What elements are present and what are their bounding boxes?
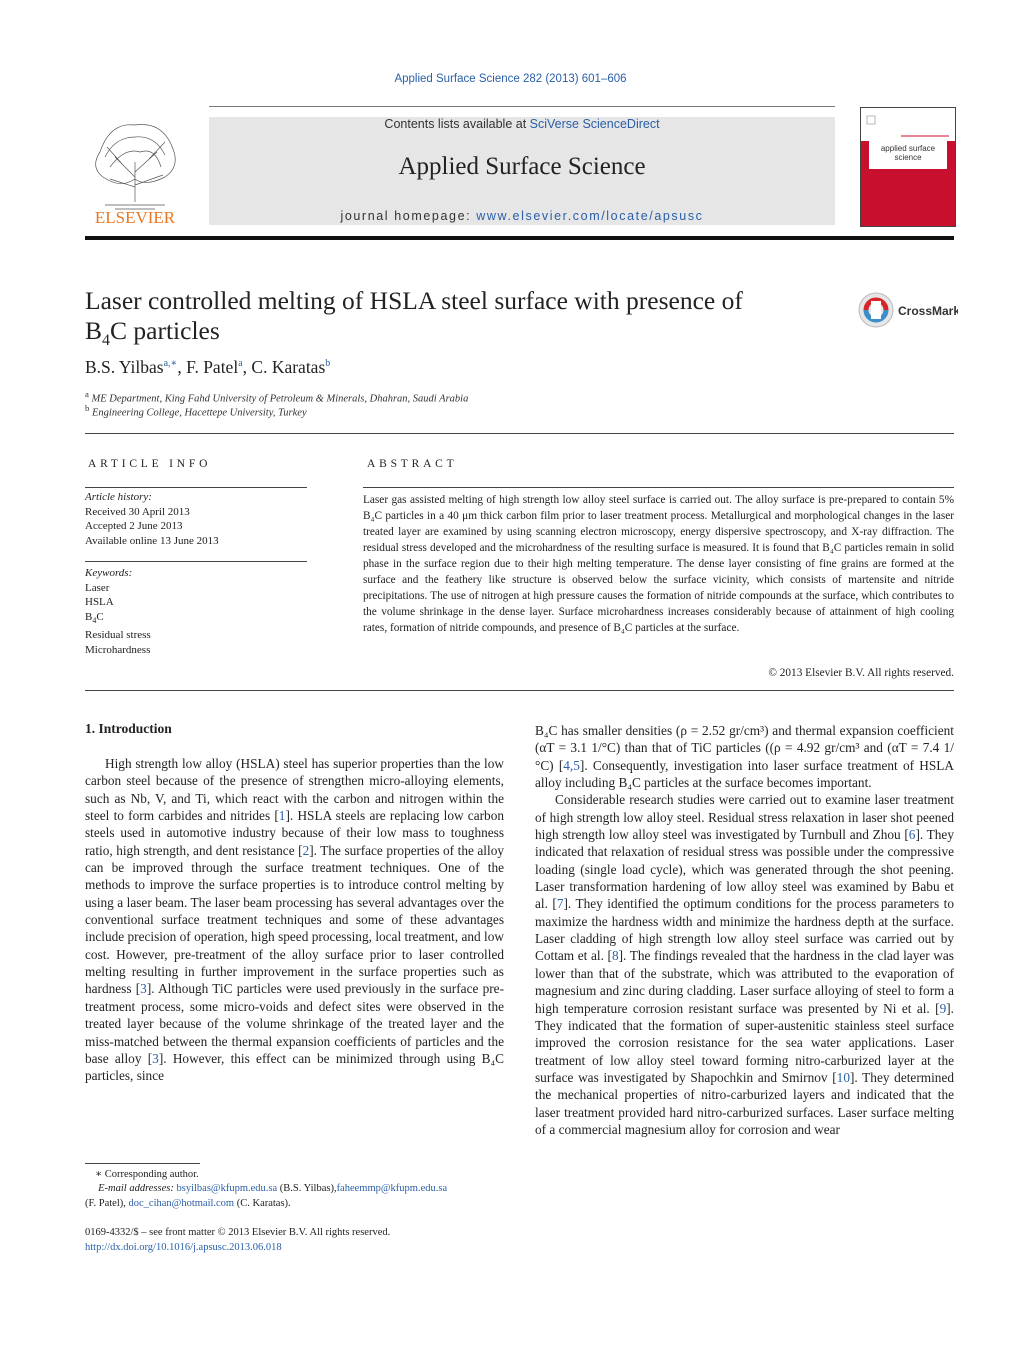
abstract-rule [363, 487, 954, 488]
elsevier-wordmark: ELSEVIER [94, 208, 176, 227]
intro-paragraph-3: Considerable research studies were carried out to examine laser treatment of high strength low alloy steel. Residual stress relaxation in laser shot peened high strength low alloy steel was investigated by Turnbull and Zhou [6]. They indicated that relaxation of residual stress was possible under the compressive loading (single load cycle), which was generated through the shot peening. Laser transformation hardening of low alloy steel was examined by Babu et al. [7]. They identified the optimum conditions for the process parameters to maximize the hardness width and minimize the hardness depth at the surface. Laser cladding of high strength low alloy steel surface was carried out by Cottam et al. [8]. The findings revealed that the hardness in the clad layer was lower than that of the substrate, which was attributed to the evaporation of magnesium and zinc during cladding. Laser surface alloying of steel to form a high temperature corrosion resistant surface was presented by Ni et al. [9]. They indicated that the formation of super-austenitic stainless steel surface improved the corrosion resistance for the sea water applications. Laser treatment of low alloy steel toward forming nitro-carburized layer at the surface was investigated by Shapochkin and Smirnov [10]. They determined the mechanical properties of nitro-carburized layers and indicated that the laser treatment provided hard nitro-carburized surfaces. Laser surface melting of a commercial magnesium alloy for corrosion and wear [535, 792, 954, 1137]
intro-paragraph-1: High strength low alloy (HSLA) steel has superior properties than the low carbon steel because of the presence of strengthen micro-alloying elements, such as Nb, V, and Ti, which react with the carbon and nitrogen within the steel to form carbides and nitrides [1]. HSLA steels are replacing low carbon steels used in automotive industry because of their low mass to toughness ratio, high strength, and dent resistance [2]. The surface properties of the alloy can be improved through the surface treatment techniques. One of the methods to improve the surface properties is to introduce control melting by using a laser beam. The laser beam processing has several advantages over the conventional surface treatment techniques and some of these advantages include precision of operation, high speed processing, local treatment, and low cost. However, pre-treatment of the alloy surface prior to laser controlled melting resulting in further improvement in the surface properties such as hardness [3]. Although TiC particles were used previously in the surface pre-treatment process, some micro-voids and defect sites were observed in the treated layer because of the volume shrinkage of the treated layer and the miss-matched between the thermal expansion coefficients of particles and the base alloy [3]. However, this effect can be minimized through using B₄C particles, since [85, 756, 504, 1084]
sciencedirect-link[interactable]: SciVerse ScienceDirect [529, 117, 660, 131]
accepted-date: Accepted 2 June 2013 [85, 520, 183, 532]
author-1-sup[interactable]: a,∗ [163, 358, 178, 370]
keyword-item: Residual stress [85, 629, 151, 642]
article-history [85, 490, 219, 548]
abstract-copyright: © 2013 Elsevier B.V. All rights reserved. [768, 667, 954, 679]
elsevier-logo [85, 117, 185, 227]
affiliation-rule [85, 433, 954, 434]
author-3-sup[interactable]: b [325, 358, 331, 370]
journal-citation[interactable]: Applied Surface Science 282 (2013) 601–606 [394, 73, 627, 85]
intro-paragraph-2: B₄C has smaller densities (ρ = 2.52 gr/cm³) and thermal expansion coefficient (αT = 3.1 1/°C) than that of TiC particles ((ρ = 4.92 gr/cm³ and (αT = 7.4 1/°C) [4,5]. Consequently, investigation into laser surface treatment of HSLA alloy including B₄C particles at the surface becomes important. [535, 723, 954, 791]
journal-header [209, 117, 835, 225]
online-date: Available online 13 June 2013 [85, 534, 219, 547]
article-info-heading: ARTICLE INFO [88, 458, 212, 470]
citation-ref[interactable]: 2 [302, 842, 310, 858]
affiliation-b-text: Engineering College, Hacettepe University, Turkey [92, 407, 307, 419]
homepage-prefix: journal homepage: [340, 209, 477, 223]
citation-ref[interactable]: 9 [939, 1000, 947, 1016]
citation-ref[interactable]: 3 [140, 981, 147, 997]
affiliation-a-sup: a [85, 389, 89, 399]
keyword-item: Laser [85, 581, 110, 594]
email-link-karatas[interactable]: doc_cihan@hotmail.com [128, 1197, 235, 1209]
title-b: B [85, 316, 103, 345]
keyword-item: Microhardness [85, 643, 151, 656]
corresponding-author-note: ∗ Corresponding author. [95, 1169, 199, 1180]
crossmark-badge[interactable] [858, 291, 958, 329]
email-link-patel[interactable]: faheemmp@kfupm.edu.sa [336, 1183, 448, 1194]
author-1: B.S. Yilbas [85, 357, 164, 377]
title-line-1: Laser controlled melting of HSLA steel surface with presence of [85, 286, 743, 315]
email-owner: (F. Patel), [85, 1197, 126, 1209]
keywords-label: Keywords: [85, 567, 133, 579]
author-list: B.S. Yilbas$^{a,∗}$, F. Patel$^a$, C. Karatas$^b$ [85, 357, 331, 377]
citation-ref[interactable]: 7 [556, 896, 564, 912]
citation-ref[interactable]: 10 [836, 1069, 850, 1085]
email-owner: (B.S. Yilbas), [279, 1183, 337, 1194]
cover-title: applied surface science [869, 141, 947, 169]
abstract-heading: ABSTRACT [367, 458, 458, 470]
elsevier-tree-icon [85, 117, 185, 227]
history-label: Article history: [85, 491, 152, 503]
crossmark-icon [858, 291, 958, 329]
title-line-2: C particles [110, 316, 220, 345]
keywords [85, 566, 151, 657]
doi-text[interactable]: http://dx.doi.org/10.1016/j.apsusc.2013.06.018 [85, 1242, 282, 1253]
contents-prefix: Contents lists available at [384, 117, 530, 131]
cover-top [861, 108, 955, 141]
citation-ref[interactable]: 8 [611, 948, 619, 964]
issn-line: 0169-4332/$ – see front matter © 2013 Elsevier B.V. All rights reserved. [85, 1227, 391, 1238]
homepage-link[interactable]: www.elsevier.com/locate/apsusc [476, 209, 704, 223]
affiliation-a-text: ME Department, King Fahd University of Petroleum & Minerals, Dhahran, Saudi Arabia [91, 393, 469, 405]
email-link-yilbas[interactable]: bsyilbas@kfupm.edu.sa [176, 1183, 278, 1194]
citation-ref[interactable]: 4,5 [563, 757, 580, 773]
section-heading-introduction: 1. Introduction [85, 721, 172, 736]
journal-title: Applied Surface Science [398, 153, 646, 180]
crossmark-label: CrossMark [898, 304, 958, 318]
citation-ref[interactable]: 6 [908, 827, 916, 843]
article-title [85, 286, 815, 356]
info-rule-1 [85, 487, 307, 488]
affiliation-b-sup: b [85, 403, 90, 413]
keyword-item: HSLA [85, 596, 114, 608]
abstract-bottom-rule [85, 690, 954, 691]
journal-cover[interactable] [860, 107, 956, 227]
cover-logo-icon [861, 108, 955, 141]
received-date: Received 30 April 2013 [85, 505, 190, 518]
author-3: C. Karatas [251, 357, 326, 377]
keyword-item: $B_4C$ [85, 610, 104, 625]
email-label: E-mail addresses: [98, 1183, 174, 1194]
intro-right-column [535, 722, 954, 1138]
email-addresses [85, 1182, 515, 1211]
abstract-text: Laser gas assisted melting of high strength low alloy steel surface is carried out. The alloy surface is pre-prepared to contain 5% B₄C particles in a 40 μm thick carbon film prior to laser treatment process. Metallurgical and morphological changes in the laser treated layer are examined by using scanning electron microscopy, energy dispersive spectroscopy, and X-ray diffraction. The residual stress developed and the microhardness of the resulting surface is measured. It is found that B₄C particles remain in solid phase in the surface region due to their high melting temperature. The dense layer consisting of fine grains are formed at the surface and the feathery like structure is observed below the surface vicinity, which consists of martensite and nitride precipitations. The use of nitrogen at high pressure causes the formation of nitride compounds at the surface, which contributes to the volume shrinkage in the dense layer. Surface microhardness increases considerably because of attainment of high cooling rates, formation of nitride compounds, and presence of B₄C particles at the surface. [363, 494, 954, 634]
homepage-line [209, 209, 835, 223]
header-bottom-rule [85, 236, 954, 240]
header-top-rule [209, 106, 835, 107]
contents-line [209, 117, 835, 131]
author-2-sup[interactable]: a [238, 358, 243, 370]
intro-left-column [85, 755, 504, 1085]
email-owner: (C. Karatas). [236, 1197, 291, 1209]
citation-ref[interactable]: 3 [152, 1050, 159, 1066]
citation-ref[interactable]: 1 [278, 808, 286, 824]
affiliation-b [85, 403, 307, 419]
info-rule-2 [85, 561, 307, 562]
footnote-rule [85, 1163, 200, 1164]
doi-link[interactable] [85, 1241, 282, 1256]
author-2: F. Patel [186, 357, 239, 377]
title-sub: 4 [102, 332, 111, 350]
